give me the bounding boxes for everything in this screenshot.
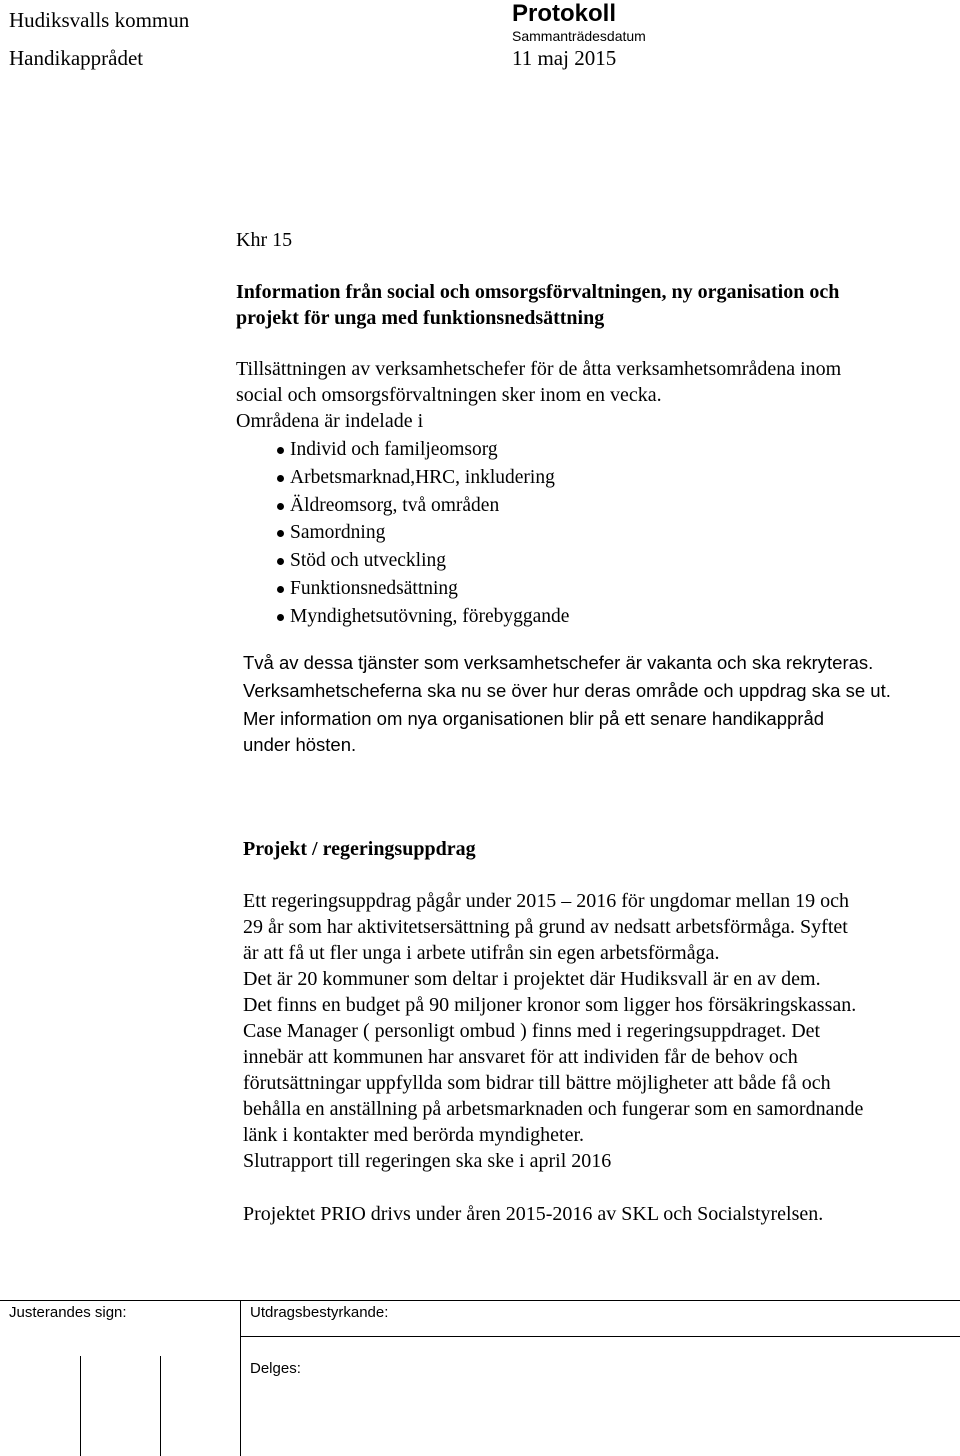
- areas-list: [262, 436, 569, 631]
- list-item: [262, 436, 569, 464]
- body-line-9: behålla en anställning på arbetsmarknaden och fungerar som en samordnande: [243, 1098, 864, 1120]
- adjuster-signature-label: Justerandes sign:: [9, 1304, 127, 1321]
- section-heading: Projekt / regeringsuppdrag: [243, 838, 476, 860]
- followup-line-4: under hösten.: [243, 734, 357, 755]
- footer-inner-rule: [240, 1336, 960, 1337]
- list-item: [262, 575, 569, 603]
- followup-line-2: Verksamhetscheferna ska nu se över hur deras område och uppdrag ska se ut.: [243, 680, 891, 701]
- body-line-7: innebär att kommunen har ansvaret för att individen får de behov och: [243, 1046, 798, 1068]
- body-line-10: länk i kontakter med berörda myndigheter.: [243, 1124, 585, 1146]
- bullet-icon: [277, 475, 284, 482]
- body-line-4: Det är 20 kommuner som deltar i projektet där Hudiksvall är en av dem.: [243, 968, 821, 990]
- body-line-5: Det finns en budget på 90 miljoner kronor som ligger hos försäkringskassan.: [243, 994, 857, 1016]
- section-title-line-2: projekt för unga med funktionsnedsättning: [236, 307, 605, 329]
- section-title-line-1: Information från social och omsorgsförvaltningen, ny organisation och: [236, 281, 840, 303]
- certifier-label: Utdragsbestyrkande:: [250, 1304, 389, 1321]
- signature-box-line-1: [80, 1356, 81, 1456]
- area-label: Myndighetsutövning, förebyggande: [290, 605, 570, 627]
- document-type: Protokoll: [512, 0, 617, 27]
- body-line-1: Ett regeringsuppdrag pågår under 2015 – 2016 för ungdomar mellan 19 och: [243, 890, 849, 912]
- list-item: [262, 519, 569, 547]
- meeting-date: 11 maj 2015: [512, 46, 617, 70]
- followup-line-3: Mer information om nya organisationen blir på ett senare handikappråd: [243, 708, 825, 729]
- followup-line-1: Två av dessa tjänster som verksamhetschefer är vakanta och ska rekryteras.: [243, 652, 874, 673]
- list-item: [262, 603, 569, 631]
- footer-divider: [240, 1300, 241, 1456]
- department-name: Handikapprådet: [9, 46, 144, 70]
- list-item: [262, 547, 569, 575]
- list-item: [262, 464, 569, 492]
- organization-name: Hudiksvalls kommun: [9, 8, 190, 32]
- footer-top-rule: [0, 1300, 960, 1301]
- body-line-8: förutsättningar uppfyllda som bidrar till bättre möjligheter att både få och: [243, 1072, 831, 1094]
- bullet-icon: [277, 447, 284, 454]
- bullet-icon: [277, 530, 284, 537]
- body-line-2: 29 år som har aktivitetsersättning på grund av nedsatt arbetsförmåga. Syftet: [243, 916, 848, 938]
- bullet-icon: [277, 614, 284, 621]
- signature-box-line-2: [160, 1356, 161, 1456]
- area-label: Samordning: [290, 522, 386, 544]
- list-item: [262, 492, 569, 520]
- area-label: Arbetsmarknad,HRC, inkludering: [290, 466, 555, 488]
- area-label: Funktionsnedsättning: [290, 577, 458, 599]
- bullet-icon: [277, 586, 284, 593]
- area-label: Äldreomsorg, två områden: [290, 494, 500, 516]
- intro-line-2: social och omsorgsförvaltningen sker inom en vecka.: [236, 384, 662, 406]
- area-label: Individ och familjeomsorg: [290, 439, 498, 460]
- bullet-icon: [277, 503, 284, 510]
- meeting-date-label: Sammanträdesdatum: [512, 28, 646, 44]
- closing-line: Projektet PRIO drivs under åren 2015-2016 av SKL och Socialstyrelsen.: [243, 1203, 824, 1225]
- body-line-6: Case Manager ( personligt ombud ) finns med i regeringsuppdraget. Det: [243, 1020, 821, 1042]
- paragraph-number: Khr 15: [236, 229, 293, 251]
- body-line-11: Slutrapport till regeringen ska ske i april 2016: [243, 1150, 612, 1172]
- body-line-3: är att få ut fler unga i arbete utifrån sin egen arbetsförmåga.: [243, 942, 720, 964]
- delivered-label: Delges:: [250, 1360, 301, 1377]
- bullet-icon: [277, 558, 284, 565]
- intro-line-3: Områdena är indelade i: [236, 410, 424, 432]
- intro-line-1: Tillsättningen av verksamhetschefer för de åtta verksamhetsområdena inom: [236, 358, 842, 380]
- area-label: Stöd och utveckling: [290, 550, 446, 572]
